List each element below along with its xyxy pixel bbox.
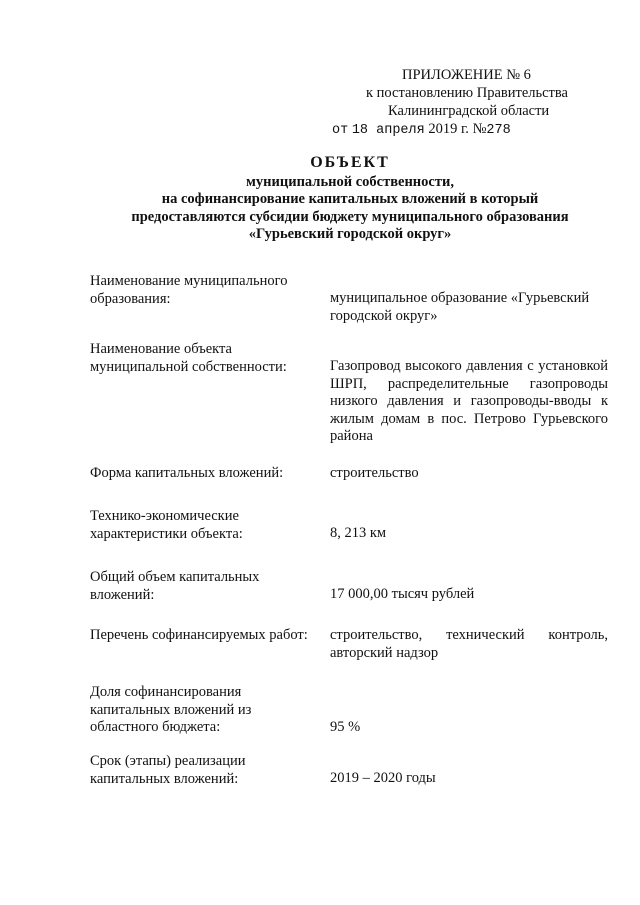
title-line-3: предоставляются субсидии бюджету муниципального образования [131,208,569,225]
label-line: муниципальной собственности: [90,358,287,375]
row-value [330,770,608,788]
appendix-date-line [332,120,582,140]
label-line: Общий объем капитальных [90,569,260,585]
date-year: 2019 г. [428,121,469,137]
row-value [330,627,608,662]
label-line: образования: [90,290,171,307]
value-line: муниципальное образование «Гурьевский [330,290,590,306]
value-line: строительство [330,465,419,481]
label-line: областного бюджета: [90,719,221,735]
value-line: 8, 213 км [330,525,387,541]
date-prefix: от [332,123,349,138]
title-main: ОБЪЕКТ [310,154,390,171]
row-label [90,341,320,376]
label-line: Наименование муниципального [90,273,288,289]
row-label [90,569,320,604]
value-line: городской округ» [330,307,438,324]
row-label [90,753,320,788]
row-value [330,586,608,604]
document-number: 278 [486,123,511,138]
label-line: капитальных вложений из [90,701,252,718]
document-title [60,154,640,244]
label-line: характеристики объекта: [90,525,243,542]
value-line: 2019 – 2020 годы [330,770,436,786]
row-value [330,525,608,543]
row-value [330,719,608,737]
appendix-number: ПРИЛОЖЕНИЕ № 6 [402,67,531,83]
label-line: Срок (этапы) реализации [90,753,246,769]
value-line: 17 000,00 тысяч рублей [330,586,475,602]
title-line-2: на софинансирование капитальных вложений в который [161,191,539,207]
row-label [90,627,330,645]
title-line-1: муниципальной собственности, [246,173,454,190]
label-line: Перечень софинансируемых работ: [90,627,308,643]
row-value [330,358,608,446]
row-value [330,465,608,483]
appendix-header [332,66,582,140]
label-line: Наименование объекта [90,341,232,357]
label-line: Технико-экономические [90,508,239,524]
label-line: капитальных вложений: [90,770,239,787]
number-sign: № [472,121,487,137]
title-line-4: «Гурьевский городской округ» [248,226,452,242]
label-line: вложений: [90,586,155,603]
value-line: 95 % [330,719,361,735]
label-line: Форма капитальных вложений: [90,465,284,481]
row-label [90,508,320,543]
row-value [330,290,608,325]
row-label [90,684,320,737]
row-label [90,465,320,483]
date-value: 18 апреля [351,123,425,138]
label-line: Доля софинансирования [90,684,242,700]
value-paragraph: Газопровод высокого давления с установкой ШРП, распределительные газопроводы низкого давления и газопроводы-вводы к жилым домам в пос. Петрово Гурьевского района [330,358,608,444]
value-paragraph: строительство, технический контроль, авторский надзор [330,627,608,661]
appendix-resolution: к постановлению Правительства [366,85,568,101]
row-label [90,273,320,308]
appendix-region: Калининградской области [388,103,550,119]
